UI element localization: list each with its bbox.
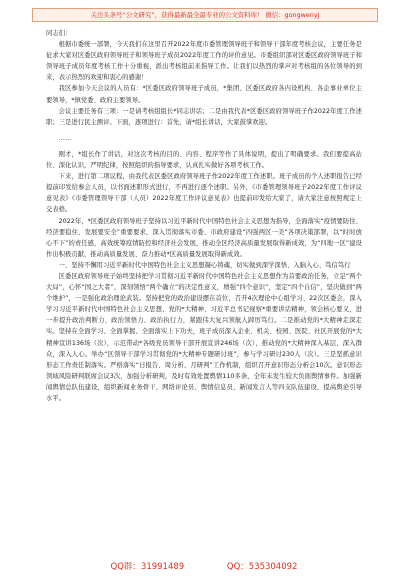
paragraph: 2022年，*区委区政府领导班子坚持以习近平新时代中国特色社会主义思想为指导，全面落实“疫情要防住、经济要稳住、发展要安全”重要要求，深入贯彻落实市委、市政府建设“四强两区一美”各项决策部署，以“时时放心不下”的责任感，高效统筹疫情防控和经济社会发展，推动全区经济高质量发展取得新成效，为“四地一区”建设作出积极贡献，推动高质量发展、奋力推动*区高质量发展取得新成效。	[46, 217, 362, 258]
document-body	[46, 28, 362, 552]
paragraph: 会议主要任务有三项：一是请考核组组长*同志讲话；二是由我代表*区委区政府领导班子作2022年度工作述职；三是进行民主测评。下面，逐项进行：首先，请*组长讲话，大家鼓掌欢迎。	[46, 107, 362, 126]
footer	[0, 560, 408, 574]
paragraph: 同志们：	[46, 30, 72, 37]
top-banner: 关注头条号“公文研究”，获得最新最全最专业的公文资料库！ 微信：gongwenyj	[32, 8, 378, 22]
paragraph: 我区参加今天会议的人员有：*区委区政府领导班子成员，*集团、区委区政府各内设机构、各企事业单位主要领导，*镇党委、政府主要领导。	[46, 85, 362, 104]
paragraph: 区委区政府领导班子始终坚持把学习贯彻习近平新时代中国特色社会主义思想作为首要政治任务，立足“两个大局”，心怀“国之大者”，深刻领悟“两个确立”的决定性意义，增强“四个意识”，坚定“四个自信”，坚决做到“两个维护”，一是强化政治理论武装。坚持把党的政治建设摆在首位，召开4次理论中心组学习、22次区委会，深入学习习近平新时代中国特色社会主义思想、党的*大精神、习近平总书记视察*重要讲话精神，领会核心要义，进一步提升政治判断力、政治领悟力、政治执行力，紧跟伟大复兴领航人踔厉笃行。二是推动党的*大精神走深走实。坚持在全面学习、全面掌握、全面落实上下功夫，班子成员深入企业、机关、校园、医院、社区开展党的*大精神宣讲136场（次），示范带动*各级党员领导干部开展宣讲246场（次），推动党的*大精神深入基层、深入群众，深入人心。举办“区领导干部学习贯彻党的*大精神专题研讨班”，参与学习研讨230人（次）。三是坚抓意识形态工作责任制落实。严格落实“日报告、周分析、月研判”工作机制，组织召开意识形态分析会10次。意识形态领域风险研判联席会议3次，加强分析研判，及时有效处置舆情110多条，全年未发生较大负面舆情事件。加强新闻舆情总队伍建设，组织新闻业务骨干、网络评论员、舆情信息员、新闻发言人等四支队伍建设，提高舆论引导水平。	[46, 272, 362, 402]
paragraph: 根据市委统一部署，今天我们在这里召开2022年度市委管理领导班子和领导干部年度考核会议，主要任务是征求大家对区委区政府领导班子和领导班子成员2022年度工作的评价意见。市委组织部对区委区政府领导班子和领导班子成员年度考核工作十分重视，派出考核组前来指导工作。让我们以热烈的掌声对考核组的各位领导的到来，表示热烈的欢迎和衷心的感谢！	[46, 41, 362, 82]
footer-qq-group: QQ群：31991489	[110, 562, 185, 572]
paragraph: 刚才，*组长作了讲话，对这次考核的目的、内容、程序等作了具体说明，提出了明确要求。我们要提高站位、深化认识，严明纪律，按照组织的指导要求，认真扎实做好各项考核工作。	[46, 150, 362, 170]
paragraph: 下来，进行第二项议程，由我代表区委区政府领导班子作2022年度工作述职。班子成员的个人述职报告已经提前印发给参会人员，以书面述职形式进行，不再进行逐个述职。另外，《市委管理领导班子2022年度工作评议意见表》《市委管理领导干部（人员）2022年度工作评议意见表》也提前印发给大家了，请大家注意按照规定上交表格。	[46, 173, 362, 214]
paragraph: ……	[58, 134, 72, 142]
footer-qq: QQ：535304092	[226, 562, 298, 572]
paragraph: 一、坚持不懈用习近平新时代中国特色社会主义思想凝心铸魂，切实做到深学深悟、入脑入心、笃信笃行	[58, 261, 351, 269]
